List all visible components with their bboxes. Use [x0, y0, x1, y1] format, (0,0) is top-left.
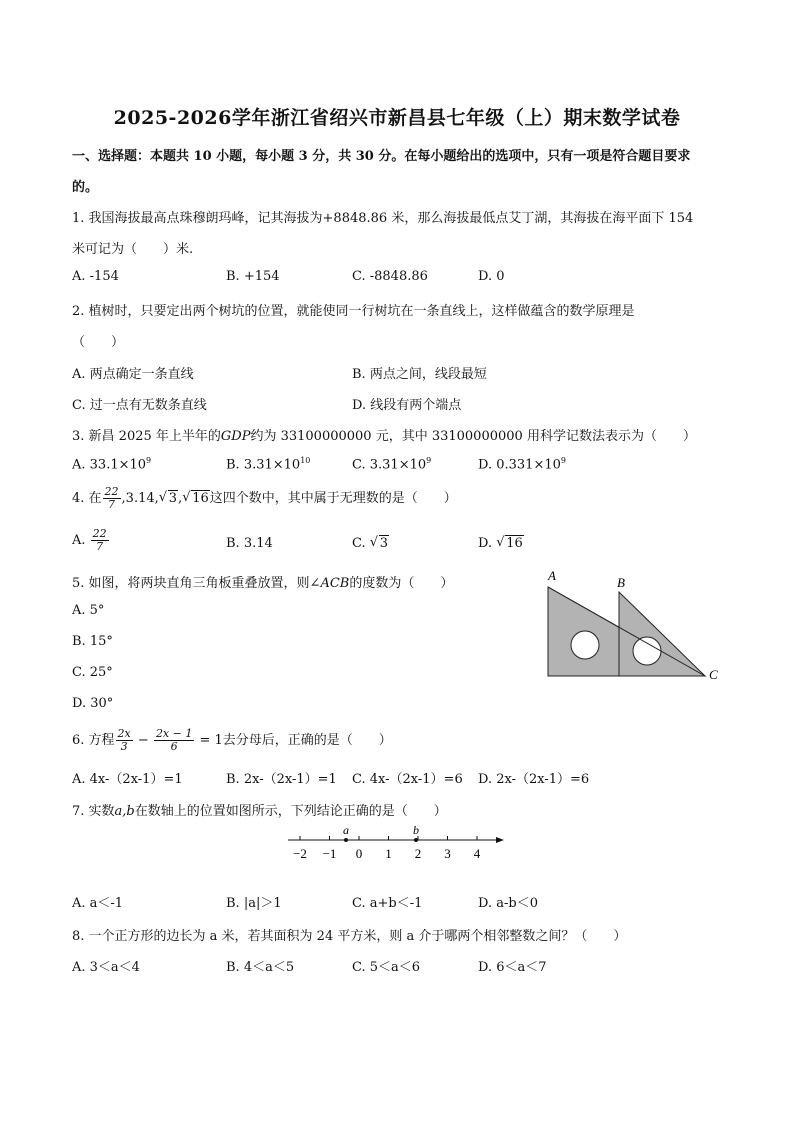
q3-option-c-base: C. 3.31×10 [352, 457, 427, 473]
q3-option-a-base: A. 33.1×10 [72, 457, 147, 473]
q6-f1-den: 3 [120, 740, 128, 753]
q5-option-a: A. 5° [72, 603, 105, 618]
q2-option-d: D. 线段有两个端点 [352, 398, 462, 413]
number-line-tick-label: 2 [414, 846, 422, 861]
q8-option-b: B. 4＜a＜5 [226, 960, 295, 975]
q6-option-a: A. 4x-（2x-1）=1 [72, 772, 183, 787]
q3-option-c-exp: 9 [426, 456, 432, 465]
q1-option-d: D. 0 [478, 269, 505, 284]
q5-stem-pre: 5. 如图，将两块直角三角板重叠放置，则∠ [72, 576, 321, 591]
q5-stem-post: 的度数为（ ） [349, 576, 454, 591]
q3-option-b-base: B. 3.31×10 [226, 457, 301, 473]
q7-stem-pre: 7. 实数 [72, 804, 115, 819]
q7-vars: a,b [114, 804, 135, 819]
q7-option-a: A. a＜-1 [72, 896, 124, 911]
q4-option-c-sqrt [370, 536, 389, 551]
q5-option-b: B. 15° [72, 634, 113, 649]
q6-option-b: B. 2x-（2x-1）=1 [226, 772, 337, 787]
q3-option-d-exp: 9 [560, 456, 566, 465]
section-header-line2: 的。 [72, 180, 99, 195]
triangle-b-hole [633, 637, 661, 665]
q1-option-b: B. +154 [226, 269, 280, 284]
q6-stem [72, 728, 392, 753]
q4-sqrt3-radicand: 3 [168, 491, 178, 506]
q6-minus: − [137, 733, 149, 748]
point-a-dot [344, 838, 348, 842]
q3-stem-post: 约为 33100000000 元，其中 33100000000 用科学记数法表示为（ ） [250, 429, 696, 444]
q2-stem-line1: 2. 植树时，只要定出两个树坑的位置，就能使同一行树坑在一条直线上，这样做蕴含的数学原理是 [72, 304, 635, 319]
number-line-tick-label: 1 [385, 846, 392, 861]
q1-option-c: C. -8848.86 [352, 269, 428, 284]
q3-option-c [352, 456, 431, 472]
q4-stem-post: 这四个数中，其中属于无理数的是（ ） [209, 491, 457, 506]
point-a-label: a [343, 823, 349, 837]
q4-option-d [478, 536, 524, 551]
q4-sqrt3 [159, 491, 178, 506]
q8-option-a: A. 3＜a＜4 [72, 960, 140, 975]
vertex-label-c: C [709, 667, 718, 682]
number-line-tick-label: 4 [473, 846, 481, 861]
vertex-label-a: A [548, 568, 556, 583]
q4-stem-pre: 4. 在 [72, 491, 102, 506]
q4-option-d-radicand: 16 [506, 536, 523, 551]
vertex-label-b: B [617, 575, 625, 590]
q2-option-a: A. 两点确定一条直线 [72, 367, 194, 382]
triangle-a-hole [571, 631, 599, 659]
page-title: 2025-2026学年浙江省绍兴市新昌县七年级（上）期末数学试卷 [113, 107, 681, 129]
q4-fraction [103, 486, 121, 511]
q4-option-a-label: A. [72, 533, 86, 548]
section-header-line1: 一、选择题：本题共 10 小题，每小题 3 分，共 30 分。在每小题给出的选项中，只有一项是符合题目要求 [72, 149, 691, 164]
q5-triangles-figure [540, 565, 730, 690]
q1-stem-line1: 1. 我国海拔最高点珠穆朗玛峰，记其海拔为+8848.86 米，那么海拔最低点艾丁湖，其海拔在海平面下 154 [72, 211, 694, 226]
q5-stem [72, 572, 453, 591]
q7-option-b: B. |a|＞1 [226, 896, 282, 911]
q7-stem-post: 在数轴上的位置如图所示，下列结论正确的是（ ） [134, 804, 447, 819]
q7-option-c: C. a+b＜-1 [352, 896, 423, 911]
q4-option-a [72, 528, 110, 553]
q5-angle: ACB [320, 576, 350, 591]
q6-fraction1 [116, 728, 133, 753]
q1-option-a: A. -154 [72, 269, 119, 284]
q5-option-c: C. 25° [72, 665, 113, 680]
q6-stem-pre: 6. 方程 [72, 733, 115, 748]
q8-option-c: C. 5＜a＜6 [352, 960, 421, 975]
q3-stem [72, 425, 696, 444]
q6-fraction2 [154, 728, 194, 753]
q6-f2-den: 6 [170, 740, 178, 753]
q8-stem: 8. 一个正方形的边长为 a 米，若其面积为 24 平方米，则 a 介于哪两个相邻整数之间？（ ） [72, 929, 627, 944]
q3-option-d-base: D. 0.331×10 [478, 457, 561, 473]
number-line-tick-label: −2 [293, 846, 307, 861]
q4-option-b: B. 3.14 [226, 536, 273, 551]
point-b-label: b [413, 823, 419, 837]
q4-option-a-den: 7 [96, 540, 104, 553]
q3-option-d [478, 456, 566, 472]
q4-option-c-radicand: 3 [379, 536, 389, 551]
q4-option-d-label: D. [478, 536, 493, 551]
q4-fraction-den: 7 [108, 498, 116, 511]
q3-option-b-exp: 10 [300, 456, 311, 465]
number-line-tick-label: −1 [322, 846, 337, 861]
q3-option-a [72, 456, 151, 472]
q4-sqrt16 [182, 491, 210, 506]
q4-sqrt16-radicand: 16 [192, 491, 209, 506]
q7-option-d: D. a-b＜0 [478, 896, 538, 911]
q7-number-line [282, 822, 508, 864]
q3-gdp: GDP [220, 429, 251, 444]
point-b-dot [414, 838, 418, 842]
q4-option-c [352, 536, 389, 551]
q4-stem: 4. 在 $\frac{22}{7}$ ,3.14,√ 3,√ 16这四个数中，其中属于无理数的是（ ） [72, 486, 457, 511]
q6-f2-num: 2x − 1 [155, 727, 193, 740]
q6-option-d: D. 2x-（2x-1）=6 [478, 772, 590, 787]
q6-equals: = 1 [199, 733, 223, 748]
q5-option-d: D. 30° [72, 696, 114, 711]
q7-stem [72, 800, 447, 819]
q2-stem-line2: （ ） [72, 335, 125, 350]
q3-option-a-exp: 9 [146, 456, 152, 465]
number-line-tick-label: 0 [355, 846, 363, 861]
q4-option-a-fraction [91, 528, 109, 553]
q3-stem-pre: 3. 新昌 2025 年上半年的 [72, 429, 221, 444]
q4-option-c-label: C. [352, 536, 366, 551]
q3-option-b [226, 456, 310, 472]
q4-option-d-sqrt [496, 536, 524, 551]
number-line-tick-label: 3 [444, 846, 451, 861]
q2-option-b: B. 两点之间，线段最短 [352, 367, 487, 382]
q8-option-d: D. 6＜a＜7 [478, 960, 547, 975]
q2-option-c: C. 过一点有无数条直线 [72, 398, 207, 413]
q4-fraction-num: 22 [104, 485, 119, 498]
q4-option-a-num: 22 [92, 527, 107, 540]
q1-stem-line2: 米可记为（ ）米. [72, 242, 194, 257]
q4-stem-mid: ,3.14, [121, 491, 159, 506]
q6-f1-num: 2x [117, 727, 131, 740]
q6-stem-post: 去分母后，正确的是（ ） [222, 733, 392, 748]
q6-option-c: C. 4x-（2x-1）=6 [352, 772, 463, 787]
